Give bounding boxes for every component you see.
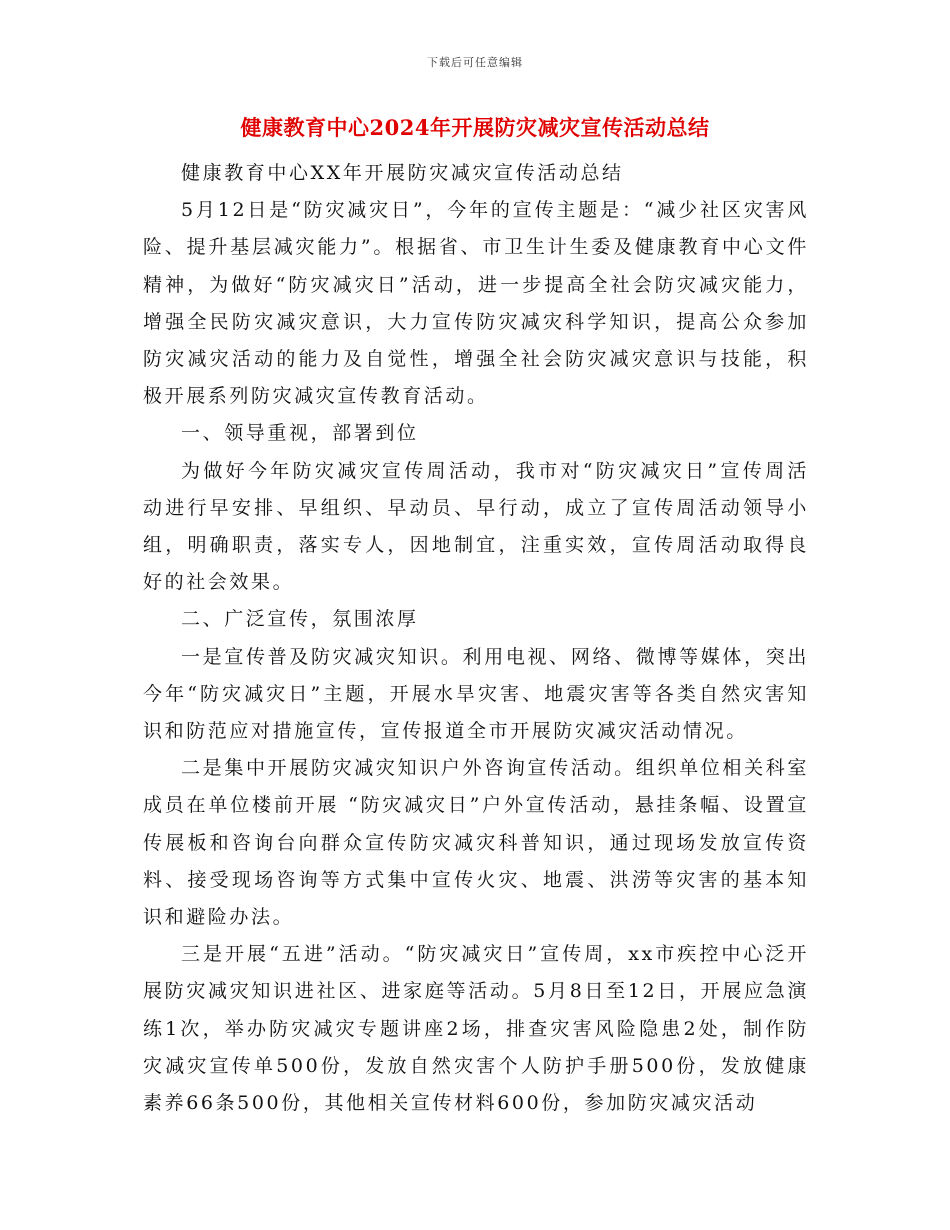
- document-body: [143, 155, 809, 1122]
- body-paragraph: 三是开展“五进”活动。“防灾减灾日”宣传周，xx市疾控中心泛开展防灾减灾知识进社区、进家庭等活动。5月8日至12日，开展应急演练1次，举办防灾减灾专题讲座2场，排查灾害风险隐患2处，制作防灾减灾宣传单500份，发放自然灾害个人防护手册500份，发放健康素养66条500份，其他相关宣传材料600份，参加防灾减灾活动: [143, 943, 809, 1115]
- header-note: 下载后可任意编辑: [427, 56, 523, 69]
- section-heading-2: 二、广泛宣传，氛围浓厚: [181, 608, 419, 631]
- document-title: 健康教育中心2024年开展防灾减灾宣传活动总结: [240, 115, 710, 140]
- body-paragraph: 二是集中开展防灾减灾知识户外咨询宣传活动。组织单位相关科室成员在单位楼前开展 “防灾减灾日”户外宣传活动，悬挂条幅、设置宣传展板和咨询台向群众宣传防灾减灾科普知识，通过现场发放宣传资料、接受现场咨询等方式集中宣传火灾、地震、洪涝等灾害的基本知识和避险办法。: [143, 757, 809, 929]
- section-heading-1: 一、领导重视，部署到位: [181, 422, 419, 445]
- intro-paragraph: 5月12日是“防灾减灾日”，今年的宣传主题是：“减少社区灾害风险、提升基层减灾能力”。根据省、市卫生计生委及健康教育中心文件精神，为做好“防灾减灾日”活动，进一步提高全社会防灾减灾能力，增强全民防灾减灾意识，大力宣传防灾减灾科学知识，提高公众参加防灾减灾活动的能力及自觉性，增强全社会防灾减灾意识与技能，积极开展系列防灾减灾宣传教育活动。: [143, 199, 809, 408]
- body-paragraph: 一是宣传普及防灾减灾知识。利用电视、网络、微博等媒体，突出今年“防灾减灾日”主题，开展水旱灾害、地震灾害等各类自然灾害知识和防范应对措施宣传，宣传报道全市开展防灾减灾活动情况。: [143, 645, 809, 743]
- body-paragraph: 为做好今年防灾减灾宣传周活动，我市对“防灾减灾日”宣传周活动进行早安排、早组织、早动员、早行动，成立了宣传周活动领导小组，明确职责，落实专人，因地制宜，注重实效，宣传周活动取得良好的社会效果。: [143, 459, 809, 594]
- subtitle-paragraph: 健康教育中心XX年开展防灾减灾宣传活动总结: [181, 162, 624, 184]
